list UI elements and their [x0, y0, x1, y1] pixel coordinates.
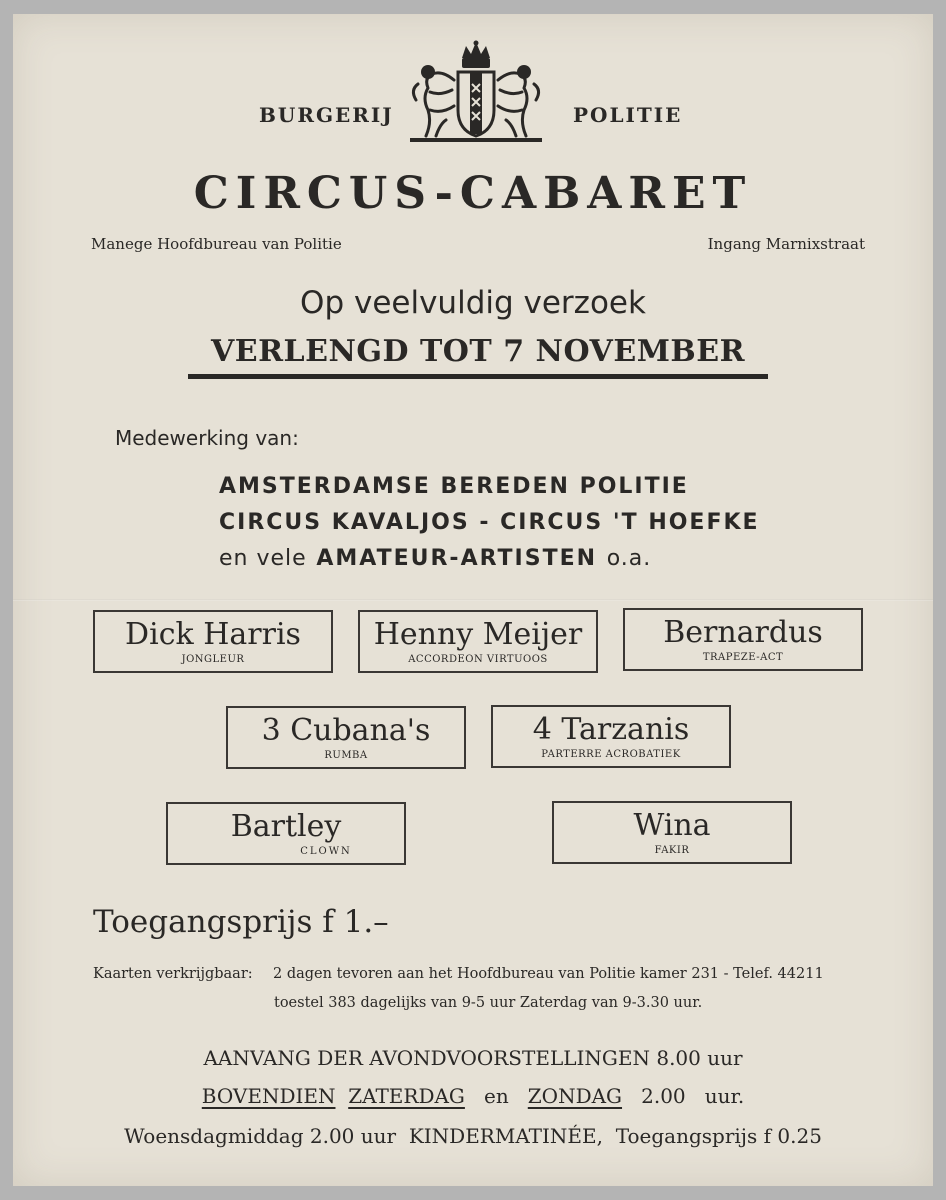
matinee-part-3: Toegangsprijs f 0.25	[615, 1124, 822, 1148]
act-name: Bartley	[230, 809, 342, 844]
header-left-word: BURGERIJ	[259, 103, 394, 127]
cooperation-line-1: AMSTERDAMSE BEREDEN POLITIE	[219, 474, 689, 499]
act-name: Henny Meijer	[373, 617, 583, 652]
matinee-part-2: KINDERMATINÉE,	[408, 1124, 603, 1148]
weekend-word-6: uur.	[704, 1084, 745, 1108]
tickets-label: Kaarten verkrijgbaar:	[93, 966, 253, 982]
act-box-bernardus	[623, 608, 863, 671]
act-type: CLOWN	[300, 846, 352, 857]
act-type: FAKIR	[654, 845, 690, 856]
matinee-part-1: Woensdagmiddag 2.00 uur	[124, 1124, 397, 1148]
location-right: Ingang Marnixstraat	[707, 235, 865, 253]
weekend-word-2: ZATERDAG	[348, 1084, 465, 1108]
evening-schedule: AANVANG DER AVONDVOORSTELLINGEN 8.00 uur	[203, 1046, 743, 1070]
header-right-word: POLITIE	[573, 103, 683, 127]
weekend-word-5: 2.00	[641, 1084, 686, 1108]
cooperation-line-3	[219, 546, 651, 571]
cooperation-label: Medewerking van:	[115, 426, 299, 450]
act-box-bartley	[166, 802, 406, 865]
extended-line: VERLENGD TOT 7 NOVEMBER	[210, 334, 746, 369]
matinee-schedule	[0, 1124, 946, 1148]
admission-price: Toegangsprijs f 1.–	[93, 904, 389, 940]
paper-fold-line	[13, 599, 933, 601]
act-name: 4 Tarzanis	[532, 712, 690, 747]
act-name: 3 Cubana's	[261, 713, 431, 748]
act-type: TRAPEZE-ACT	[702, 652, 784, 663]
weekend-word-1: BOVENDIEN	[201, 1084, 336, 1108]
act-name: Bernardus	[663, 615, 823, 650]
act-type: PARTERRE ACROBATIEK	[541, 749, 681, 760]
location-left: Manege Hoofdbureau van Politie	[91, 235, 342, 253]
act-type: JONGLEUR	[181, 654, 245, 665]
tickets-line-2: toestel 383 dagelijks van 9-5 uur Zaterdag van 9-3.30 uur.	[274, 995, 703, 1011]
act-box-wina	[552, 801, 792, 864]
act-name: Dick Harris	[125, 617, 301, 652]
act-name: Wina	[633, 808, 711, 843]
extended-underline	[188, 374, 768, 379]
weekend-schedule	[0, 1084, 946, 1108]
amsterdam-coat-of-arms-icon	[406, 40, 546, 144]
act-box-tarzanis	[491, 705, 731, 768]
weekend-word-4: ZONDAG	[527, 1084, 623, 1108]
tickets-line-1: 2 dagen tevoren aan het Hoofdbureau van Politie kamer 231 - Telef. 44211	[273, 966, 824, 982]
act-box-cubanas	[226, 706, 466, 769]
act-type: RUMBA	[324, 750, 368, 761]
cooperation-line-2: CIRCUS KAVALJOS - CIRCUS 'T HOEFKE	[219, 510, 760, 535]
cooperation-line-3-main: AMATEUR-ARTISTEN	[316, 546, 598, 571]
act-type: ACCORDEON VIRTUOOS	[408, 654, 548, 665]
weekend-word-3: en	[483, 1084, 509, 1108]
poster-title: CIRCUS-CABARET	[193, 168, 753, 219]
cooperation-line-3-prefix: en vele	[219, 546, 307, 571]
request-line: Op veelvuldig verzoek	[300, 285, 646, 321]
act-box-henny-meijer	[358, 610, 598, 673]
act-box-dick-harris	[93, 610, 333, 673]
cooperation-line-3-suffix: o.a.	[606, 546, 652, 571]
